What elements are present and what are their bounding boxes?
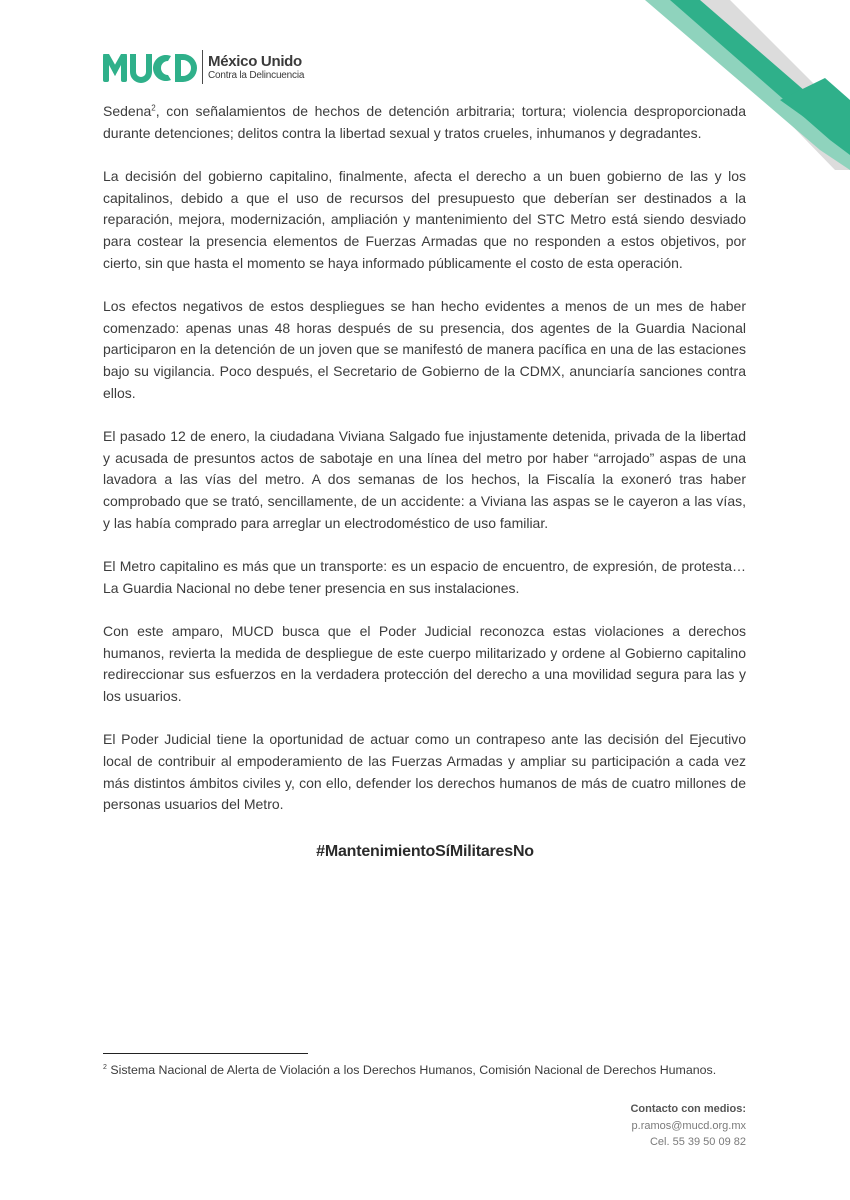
- document-body: [103, 101, 746, 837]
- contact-email[interactable]: p.ramos@mucd.org.mx: [631, 1119, 746, 1132]
- svg-text:MUCD: MUCD: [150, 68, 154, 69]
- media-contact: [630, 1101, 746, 1151]
- paragraph-6: Con este amparo, MUCD busca que el Poder Judicial reconozca estas violaciones a derechos humanos, revierta la medida de despliegue de este cuerpo militarizado y ordene al Gobierno capitalino redireccionar sus esfuerzos en la verdadera protección del derecho a una movilidad segura para las y los usuarios.: [103, 622, 746, 704]
- footnote-text: Sistema Nacional de Alerta de Violación a los Derechos Humanos, Comisión Nacional de Derechos Humanos.: [106, 1063, 717, 1077]
- contact-phone: Cel. 55 39 50 09 82: [649, 1136, 746, 1148]
- footnote-separator: [103, 1053, 308, 1054]
- contact-title: Contacto con medios:: [630, 1103, 746, 1115]
- footnote-marker: 2: [151, 103, 156, 113]
- footnote: [103, 1063, 716, 1077]
- brand-logo: [103, 50, 304, 84]
- paragraph-1: Sedena$^2$, con señalamientos de hechos de detención arbitraria; tortura; violencia desproporcionada durante detenciones; delitos contra la libertad sexual y tratos crueles, inhumanos y degradantes.: [103, 103, 746, 141]
- footnote-number: 2: [103, 1063, 107, 1071]
- campaign-hashtag: #MantenimientoSíMilitaresNo: [316, 843, 534, 860]
- logo-divider: [202, 50, 203, 84]
- brand-tagline: Contra la Delincuencia: [208, 69, 305, 81]
- paragraph-5: El Metro capitalino es más que un transporte: es un espacio de encuentro, de expresión, de protesta… La Guardia Nacional no debe tener presencia en sus instalaciones.: [103, 557, 746, 596]
- paragraph-7: El Poder Judicial tiene la oportunidad de actuar como un contrapeso ante las decisión del Ejecutivo local de contribuir al empoderamiento de las Fuerzas Armadas y ampliar su participación a cada vez más distintos ámbitos civiles y, con ello, defender los derechos humanos de más de cuatro millones de personas usuarios del Metro.: [103, 731, 746, 813]
- paragraph-2: La decisión del gobierno capitalino, finalmente, afecta el derecho a un buen gobierno de las y los capitalinos, debido a que el uso de recursos del presupuesto que deberían ser destinados a la reparación, mejora, modernización, ampliación y mantenimiento del STC Metro está siendo desviado para costear la presencia elementos de Fuerzas Armadas que no responden a estos objetivos, por cierto, sin que hasta el momento se haya informado públicamente el costo de esta operación.: [103, 167, 746, 271]
- paragraph-4: El pasado 12 de enero, la ciudadana Viviana Salgado fue injustamente detenida, privada de la libertad y acusada de presuntos actos de sabotaje en una línea del metro por haber “arrojado” aspas de una lavadora a las vías del metro. A dos semanas de los hechos, la Fiscalía la exoneró tras haber comprobado que se trató, sencillamente, de un accidente: a Viviana las aspas se le cayeron a las vías, y las había comprado para arreglar un electrodoméstico de uso familiar.: [103, 427, 746, 531]
- brand-name: México Unido: [208, 52, 302, 70]
- paragraph-3: Los efectos negativos de estos despliegues se han hecho evidentes a menos de un mes de haber comenzado: apenas unas 48 horas después de su presencia, dos agentes de la Guardia Nacional participaron en la detención de un joven que se manifestó de manera pacífica en una de las estaciones bajo su vigilancia. Poco después, el Secretario de Gobierno de la CDMX, anunciaría sanciones contra ellos.: [103, 297, 746, 401]
- mucd-logo-mark: [103, 50, 198, 84]
